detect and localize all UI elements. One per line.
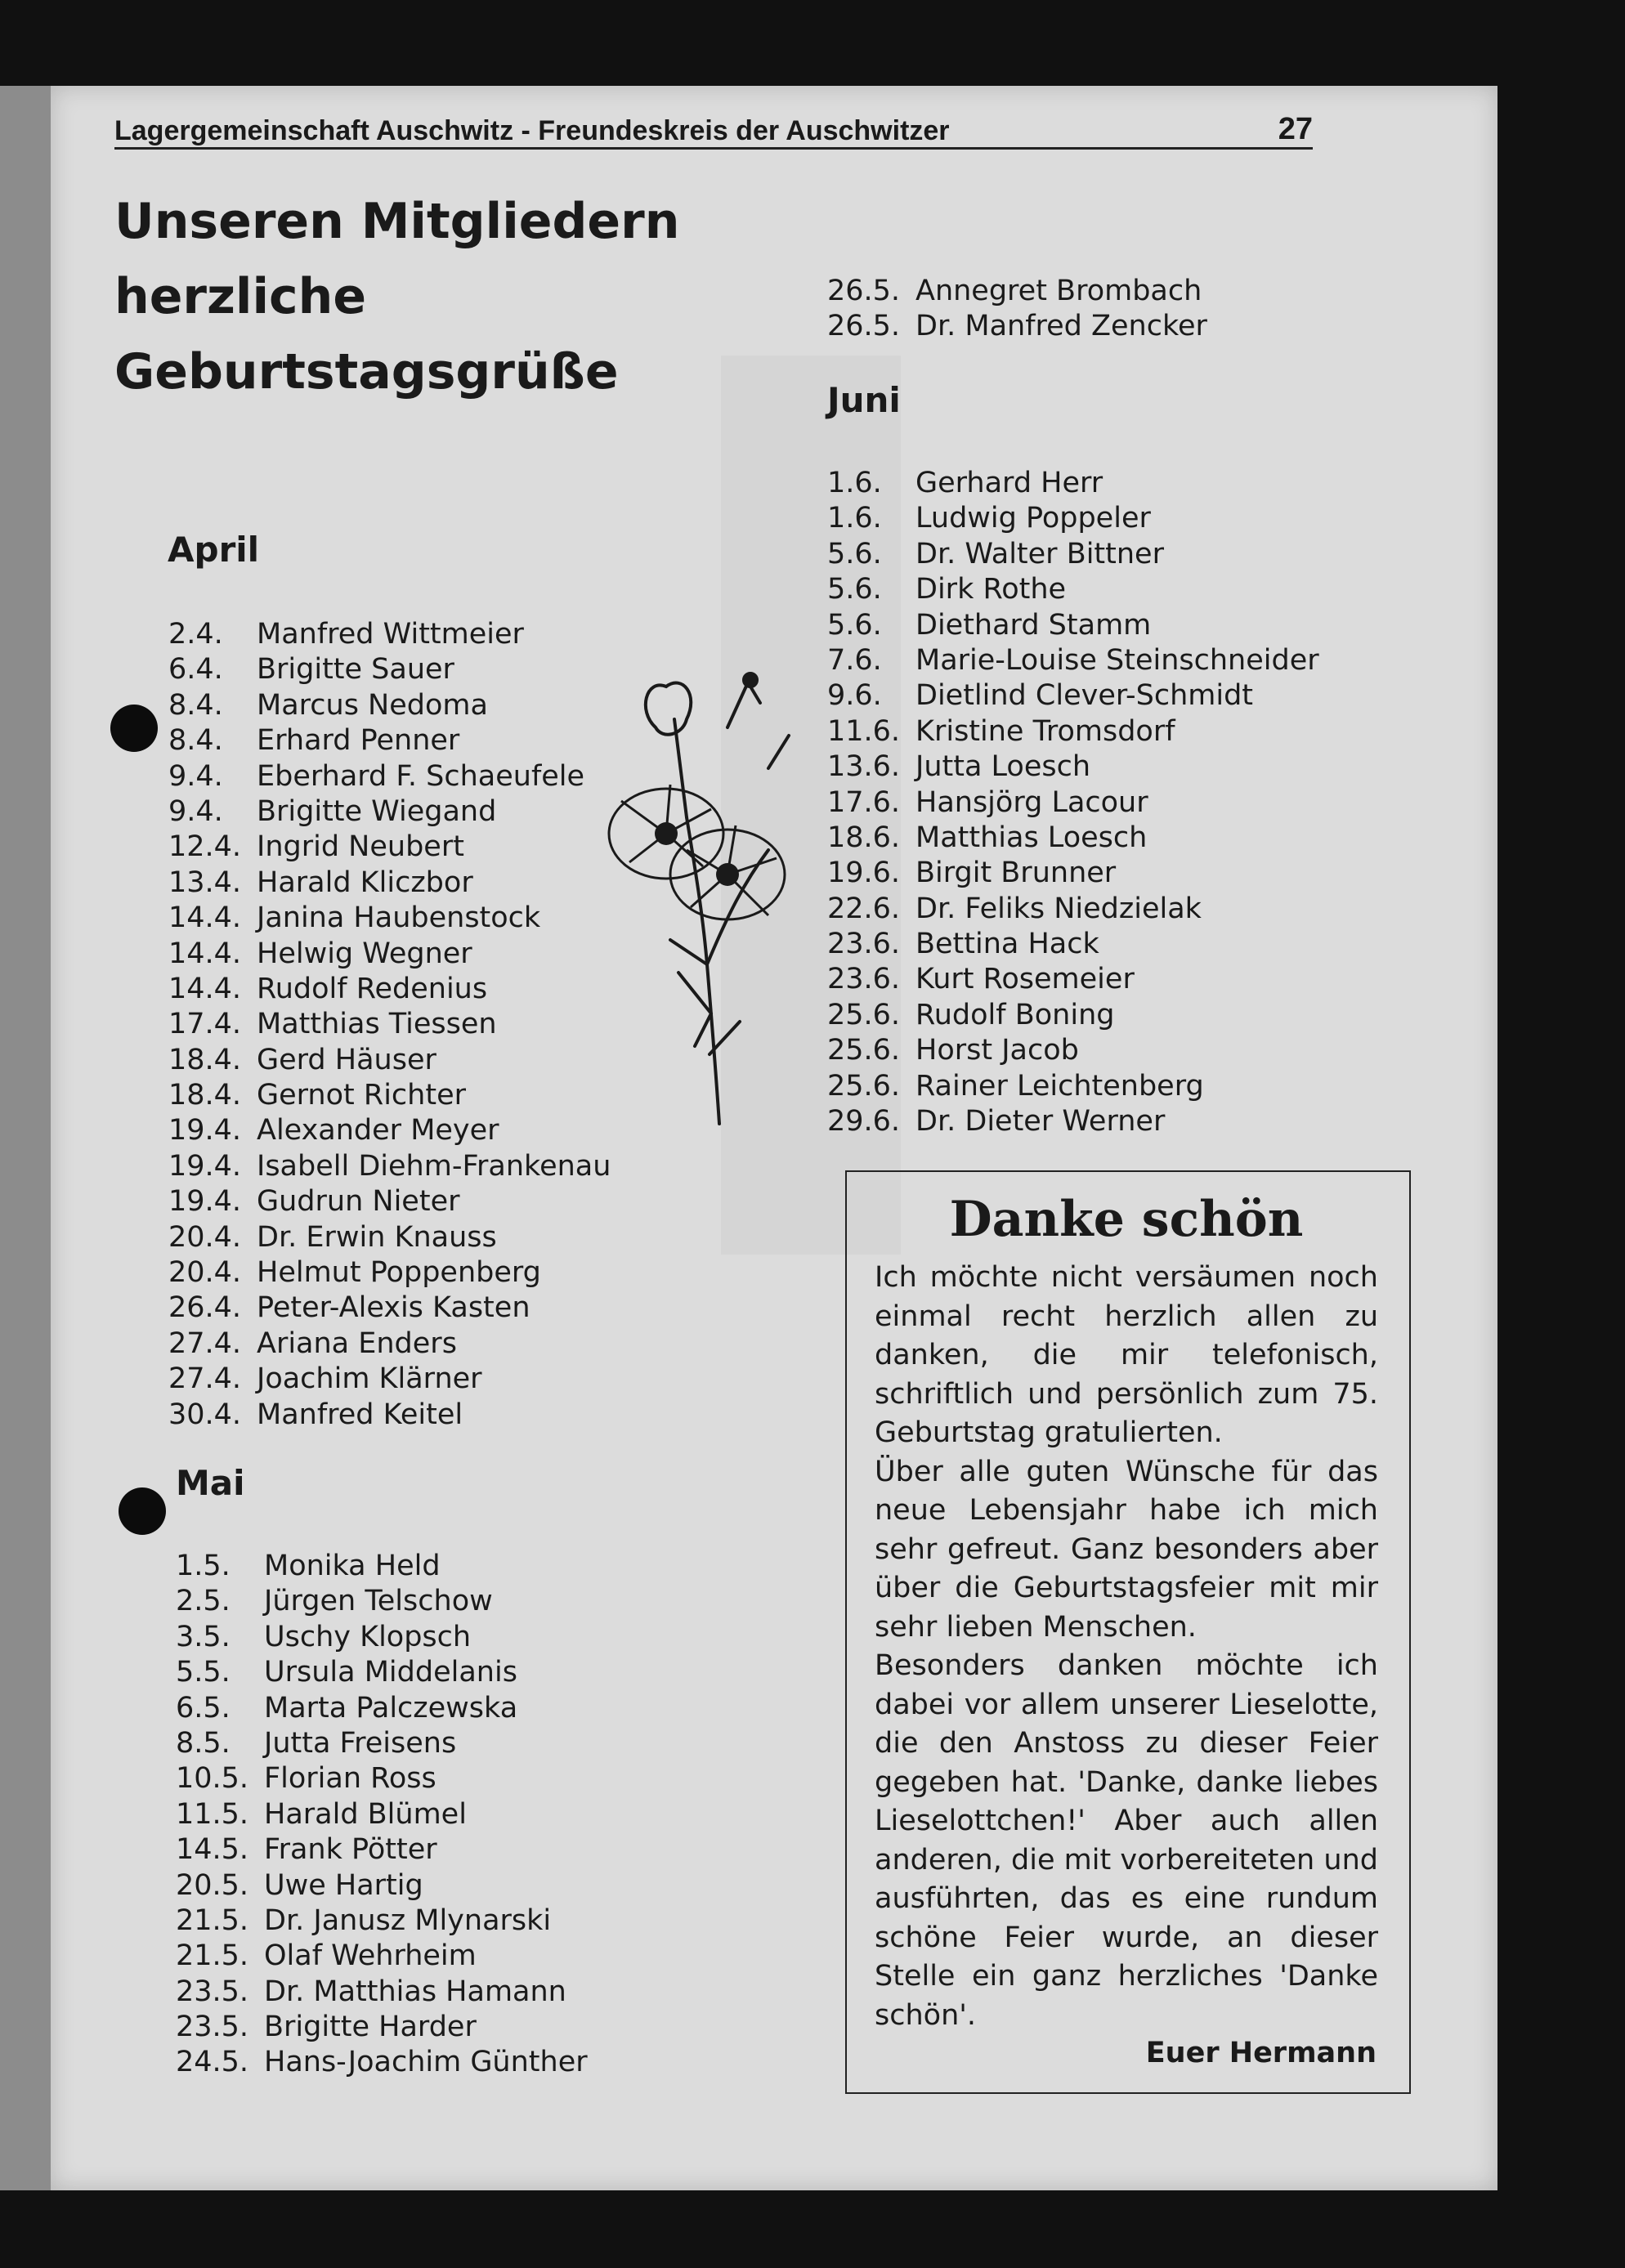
entry-date: 23.5. bbox=[176, 2011, 249, 2044]
entry-name: Helmut Poppenberg bbox=[257, 1256, 541, 1290]
entry-date: 5.6. bbox=[827, 608, 882, 642]
entry-name: Bettina Hack bbox=[915, 928, 1099, 961]
entry-name: Alexander Meyer bbox=[257, 1114, 499, 1147]
birthday-entry bbox=[168, 1007, 611, 1042]
entry-name: Dr. Janusz Mlynarski bbox=[264, 1903, 552, 1937]
entry-name: Manfred Keitel bbox=[257, 1398, 463, 1431]
birthday-entry bbox=[827, 643, 1319, 678]
title-line-1: Unseren Mitgliedern bbox=[114, 193, 680, 250]
thank-you-body: Ich möchte nicht versäumen noch einmal recht herzlich allen zu danken, die mir telefonisch, schriftlich und persönlich zum 75. Geburtstag gratulierten. Über alle guten Wünsche für das neue Lebensjahr habe ich mich sehr gefreut. Ganz besonders aber über die Geburtstagsfeier mit mir sehr lieben Menschen. Besonders danken möchte ich dabei vor allem unserer Lieselotte, die den Anstoss zu dieser Feier gegeben hat. 'Danke, danke liebes Lieselottchen!' Aber auch allen anderen, die mit vorbereiteten und ausführten, das es eine rundum schöne Feier wurde, an dieser Stelle ein ganz herzliches 'Danke schön'. bbox=[875, 1261, 1378, 2032]
entry-date: 7.6. bbox=[827, 643, 882, 677]
entry-name: Dietlind Clever-Schmidt bbox=[915, 679, 1254, 713]
header-title: Lagergemeinschaft Auschwitz - Freundeskreis der Auschwitzer bbox=[114, 115, 950, 146]
birthday-entry bbox=[827, 714, 1319, 749]
birthday-entry bbox=[168, 1326, 611, 1362]
entry-date: 29.6. bbox=[827, 1105, 901, 1138]
entry-date: 17.4. bbox=[168, 1008, 242, 1041]
birthday-entry bbox=[168, 1220, 611, 1255]
birthday-entry bbox=[168, 937, 611, 972]
entry-name: Ariana Enders bbox=[257, 1326, 457, 1360]
birthday-entry bbox=[176, 1620, 588, 1655]
birthday-entry bbox=[168, 1291, 611, 1326]
birthday-entry bbox=[827, 572, 1319, 607]
entry-date: 6.5. bbox=[176, 1691, 231, 1724]
entry-name: Uschy Klopsch bbox=[264, 1620, 472, 1653]
birthday-entry bbox=[176, 1832, 588, 1868]
april-heading: April bbox=[168, 530, 260, 570]
entry-name: Marcus Nedoma bbox=[257, 688, 488, 722]
birthday-entry bbox=[827, 1069, 1319, 1104]
entry-date: 9.6. bbox=[827, 679, 882, 713]
entry-date: 19.6. bbox=[827, 857, 901, 890]
birthday-entry bbox=[168, 723, 611, 758]
birthday-entry bbox=[827, 892, 1319, 927]
birthday-entry bbox=[168, 1184, 611, 1219]
birthday-entry bbox=[168, 617, 611, 652]
entry-name: Matthias Tiessen bbox=[257, 1008, 497, 1041]
entry-date: 1.5. bbox=[176, 1550, 231, 1582]
entry-date: 23.5. bbox=[176, 1975, 249, 2008]
entry-date: 14.5. bbox=[176, 1833, 249, 1867]
birthday-entry bbox=[827, 856, 1319, 891]
entry-name: Annegret Brombach bbox=[915, 275, 1202, 307]
birthday-entry bbox=[827, 501, 1319, 536]
title-line-3: Geburtstagsgrüße bbox=[114, 343, 619, 400]
entry-name: Gudrun Nieter bbox=[257, 1185, 460, 1219]
mai-heading: Mai bbox=[176, 1463, 245, 1503]
entry-date: 24.5. bbox=[176, 2046, 249, 2079]
birthday-entry bbox=[827, 274, 1207, 309]
entry-name: Marta Palczewska bbox=[264, 1691, 518, 1724]
entry-name: Gerd Häuser bbox=[257, 1043, 436, 1076]
birthday-entry bbox=[168, 901, 611, 936]
entry-date: 9.4. bbox=[168, 794, 223, 828]
entry-name: Dr. Erwin Knauss bbox=[257, 1220, 497, 1254]
birthday-entry bbox=[168, 1255, 611, 1291]
birthday-entry bbox=[168, 794, 611, 830]
birthday-entry bbox=[168, 1078, 611, 1113]
birthday-entry bbox=[176, 1584, 588, 1619]
birthday-entry bbox=[168, 866, 611, 901]
entry-date: 18.6. bbox=[827, 821, 901, 854]
entry-name: Kristine Tromsdorf bbox=[915, 714, 1175, 748]
entry-date: 1.6. bbox=[827, 502, 882, 535]
birthday-entry bbox=[168, 1149, 611, 1184]
entry-date: 22.6. bbox=[827, 892, 901, 925]
april-list bbox=[168, 617, 611, 1433]
entry-date: 19.4. bbox=[168, 1114, 242, 1147]
birthday-entry bbox=[827, 927, 1319, 962]
birthday-entry bbox=[827, 962, 1319, 997]
entry-date: 21.5. bbox=[176, 1903, 249, 1937]
birthday-entry bbox=[168, 830, 611, 865]
birthday-entry bbox=[176, 1655, 588, 1690]
entry-name: Isabell Diehm-Frankenau bbox=[257, 1149, 611, 1183]
mai-continued-list bbox=[827, 274, 1207, 345]
entry-name: Marie-Louise Steinschneider bbox=[915, 643, 1319, 677]
mai-list bbox=[176, 1549, 588, 2081]
entry-name: Janina Haubenstock bbox=[257, 901, 541, 935]
entry-name: Florian Ross bbox=[264, 1762, 436, 1796]
birthday-entry bbox=[827, 821, 1319, 856]
entry-name: Gerhard Herr bbox=[915, 467, 1103, 499]
entry-name: Hansjörg Lacour bbox=[915, 785, 1148, 819]
entry-date: 25.6. bbox=[827, 1034, 901, 1067]
punch-hole-top bbox=[110, 705, 158, 752]
entry-name: Dr. Feliks Niedzielak bbox=[915, 892, 1202, 925]
entry-name: Ursula Middelanis bbox=[264, 1656, 517, 1689]
entry-name: Matthias Loesch bbox=[915, 821, 1148, 854]
entry-date: 8.4. bbox=[168, 688, 223, 722]
entry-name: Brigitte Harder bbox=[264, 2011, 477, 2044]
entry-name: Diethard Stamm bbox=[915, 608, 1152, 642]
entry-date: 1.6. bbox=[827, 467, 882, 499]
birthday-entry bbox=[168, 759, 611, 794]
entry-date: 20.5. bbox=[176, 1868, 249, 1902]
page-title bbox=[114, 184, 703, 409]
entry-name: Hans-Joachim Günther bbox=[264, 2046, 588, 2079]
entry-date: 12.4. bbox=[168, 830, 242, 864]
thank-you-title: Danke schön bbox=[949, 1191, 1304, 1248]
birthday-entry bbox=[176, 2045, 588, 2080]
birthday-entry bbox=[176, 1868, 588, 1903]
entry-date: 14.4. bbox=[168, 937, 242, 970]
entry-name: Rudolf Redenius bbox=[257, 972, 488, 1005]
entry-date: 19.4. bbox=[168, 1185, 242, 1219]
entry-name: Olaf Wehrheim bbox=[264, 1939, 477, 1973]
entry-name: Ludwig Poppeler bbox=[915, 502, 1151, 535]
birthday-entry bbox=[827, 1104, 1319, 1139]
entry-name: Brigitte Sauer bbox=[257, 653, 454, 687]
birthday-entry bbox=[827, 608, 1319, 643]
birthday-entry bbox=[827, 1033, 1319, 1068]
entry-name: Horst Jacob bbox=[915, 1034, 1079, 1067]
entry-date: 20.4. bbox=[168, 1256, 242, 1290]
page-number: 27 bbox=[1278, 112, 1313, 146]
entry-date: 11.6. bbox=[827, 714, 901, 748]
birthday-entry bbox=[176, 1691, 588, 1726]
entry-date: 26.5. bbox=[827, 310, 901, 343]
entry-date: 27.4. bbox=[168, 1362, 242, 1396]
birthday-entry bbox=[827, 537, 1319, 572]
birthday-entry bbox=[168, 688, 611, 723]
entry-name: Dr. Dieter Werner bbox=[915, 1105, 1166, 1138]
entry-date: 2.4. bbox=[168, 618, 223, 651]
birthday-entry bbox=[176, 1761, 588, 1796]
birthday-entry bbox=[827, 678, 1319, 714]
entry-date: 5.6. bbox=[827, 537, 882, 570]
entry-date: 8.4. bbox=[168, 724, 223, 758]
entry-name: Monika Held bbox=[264, 1550, 441, 1582]
entry-name: Dr. Matthias Hamann bbox=[264, 1975, 566, 2008]
entry-name: Joachim Klärner bbox=[257, 1362, 482, 1396]
birthday-entry bbox=[827, 998, 1319, 1033]
entry-date: 19.4. bbox=[168, 1149, 242, 1183]
entry-name: Rudolf Boning bbox=[915, 998, 1115, 1031]
entry-name: Frank Pötter bbox=[264, 1833, 437, 1867]
birthday-entry bbox=[168, 1398, 611, 1433]
entry-name: Uwe Hartig bbox=[264, 1868, 423, 1902]
entry-name: Dr. Walter Bittner bbox=[915, 537, 1164, 570]
page-left-edge bbox=[0, 86, 51, 2190]
entry-date: 23.6. bbox=[827, 963, 901, 996]
running-header bbox=[114, 102, 1313, 150]
entry-date: 18.4. bbox=[168, 1079, 242, 1112]
thank-you-box bbox=[845, 1170, 1411, 2094]
entry-date: 20.4. bbox=[168, 1220, 242, 1254]
entry-date: 17.6. bbox=[827, 785, 901, 819]
birthday-entry bbox=[176, 1975, 588, 2010]
entry-date: 23.6. bbox=[827, 928, 901, 961]
entry-name: Dirk Rothe bbox=[915, 573, 1067, 606]
entry-date: 13.6. bbox=[827, 750, 901, 784]
entry-date: 14.4. bbox=[168, 901, 242, 935]
birthday-entry bbox=[827, 785, 1319, 821]
entry-name: Rainer Leichtenberg bbox=[915, 1069, 1204, 1103]
entry-name: Helwig Wegner bbox=[257, 937, 472, 970]
entry-name: Harald Kliczbor bbox=[257, 866, 473, 899]
entry-name: Manfred Wittmeier bbox=[257, 618, 524, 651]
birthday-entry bbox=[827, 309, 1207, 344]
title-line-2: herzliche bbox=[114, 268, 367, 325]
entry-name: Eberhard F. Schaeufele bbox=[257, 759, 585, 793]
punch-hole-bottom bbox=[119, 1487, 166, 1535]
entry-date: 30.4. bbox=[168, 1398, 242, 1431]
flower-illustration bbox=[605, 670, 801, 1128]
birthday-entry bbox=[176, 1939, 588, 1974]
entry-date: 2.5. bbox=[176, 1585, 231, 1618]
birthday-entry bbox=[168, 652, 611, 687]
entry-date: 26.4. bbox=[168, 1291, 242, 1325]
entry-date: 10.5. bbox=[176, 1762, 249, 1796]
entry-name: Harald Blümel bbox=[264, 1797, 467, 1831]
birthday-entry bbox=[168, 972, 611, 1007]
entry-date: 5.5. bbox=[176, 1656, 231, 1689]
entry-name: Peter-Alexis Kasten bbox=[257, 1291, 530, 1325]
entry-name: Erhard Penner bbox=[257, 724, 460, 758]
birthday-entry bbox=[176, 1903, 588, 1939]
entry-name: Jutta Freisens bbox=[264, 1726, 457, 1760]
entry-date: 25.6. bbox=[827, 998, 901, 1031]
entry-date: 5.6. bbox=[827, 573, 882, 606]
thank-you-signature: Euer Hermann bbox=[1145, 2037, 1377, 2069]
entry-date: 9.4. bbox=[168, 759, 223, 793]
entry-name: Dr. Manfred Zencker bbox=[915, 310, 1207, 343]
entry-date: 18.4. bbox=[168, 1043, 242, 1076]
entry-name: Birgit Brunner bbox=[915, 857, 1117, 890]
flower-center-2 bbox=[716, 863, 739, 886]
entry-date: 3.5. bbox=[176, 1620, 231, 1653]
birthday-entry bbox=[827, 749, 1319, 785]
entry-date: 25.6. bbox=[827, 1069, 901, 1103]
entry-date: 11.5. bbox=[176, 1797, 249, 1831]
entry-name: Gernot Richter bbox=[257, 1079, 466, 1112]
birthday-entry bbox=[168, 1113, 611, 1148]
entry-date: 13.4. bbox=[168, 866, 242, 899]
birthday-entry bbox=[168, 1043, 611, 1078]
flower-stem bbox=[687, 817, 719, 1124]
birthday-entry bbox=[176, 2010, 588, 2045]
entry-date: 6.4. bbox=[168, 653, 223, 687]
entry-name: Brigitte Wiegand bbox=[257, 794, 497, 828]
entry-date: 27.4. bbox=[168, 1326, 242, 1360]
juni-list bbox=[827, 466, 1319, 1139]
entry-date: 14.4. bbox=[168, 972, 242, 1005]
birthday-entry bbox=[176, 1726, 588, 1761]
juni-heading: Juni bbox=[827, 380, 901, 420]
entry-name: Jutta Loesch bbox=[915, 750, 1091, 784]
birthday-entry bbox=[168, 1362, 611, 1397]
birthday-entry bbox=[176, 1797, 588, 1832]
entry-name: Kurt Rosemeier bbox=[915, 963, 1135, 996]
entry-name: Ingrid Neubert bbox=[257, 830, 464, 864]
entry-date: 21.5. bbox=[176, 1939, 249, 1973]
entry-date: 8.5. bbox=[176, 1726, 231, 1760]
entry-date: 26.5. bbox=[827, 275, 901, 307]
birthday-entry bbox=[827, 466, 1319, 501]
flower-center-1 bbox=[655, 822, 678, 845]
birthday-entry bbox=[176, 1549, 588, 1584]
entry-name: Jürgen Telschow bbox=[264, 1585, 493, 1618]
